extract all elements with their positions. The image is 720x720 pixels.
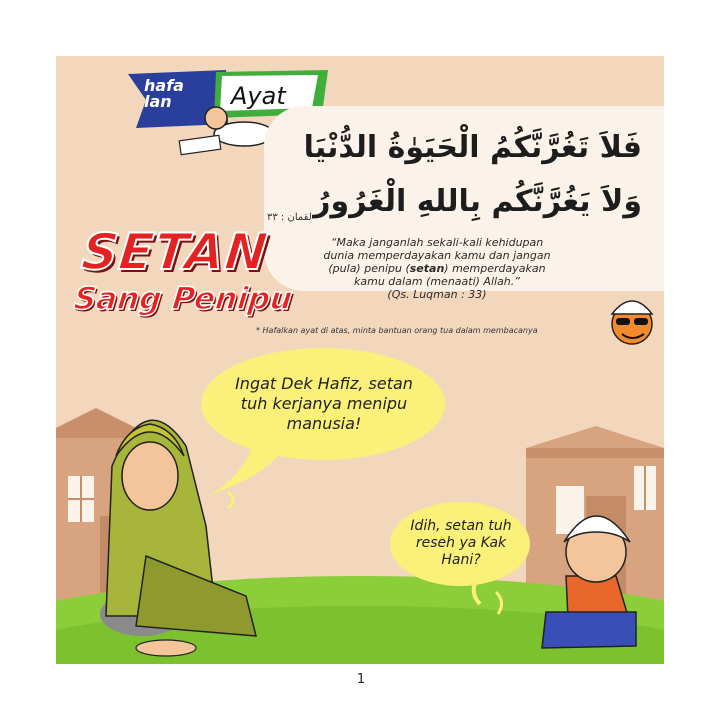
verse-citation: (Qs. Luqman : 33) <box>387 288 487 301</box>
translation-highlight: setan <box>409 262 445 275</box>
surah-reference: لقمان : ٣٣ <box>267 212 312 223</box>
page-subtitle: Sang Penipu <box>72 281 295 317</box>
mother-dialogue: Ingat Dek Hafiz, setan tuh kerjanya menipu manusia! <box>235 374 413 433</box>
badge-hafalan-text: hafa lan <box>144 76 184 111</box>
verse-translation <box>318 236 556 301</box>
arabic-verse-line-2: وَلاَ يَغُرَّنَّكُم بِاللهِ الْغَرُورُ <box>313 184 642 219</box>
sunglasses-mascot <box>612 301 652 344</box>
comic-panel <box>56 56 664 664</box>
translation-text-2: ) memperdayakan kamu dalam (menaati) Allah.” <box>354 262 546 288</box>
arabic-verse-line-1: فَلاَ تَغُرَّنَّكُمُ الْحَيَوٰةُ الدُّنْيَا <box>303 130 642 165</box>
page-number: 1 <box>349 668 373 692</box>
badge-ayat-text: Ayat <box>231 82 286 110</box>
translation-text-1: “Maka janganlah sekali-kali kehidupan dunia memperdayakan kamu dan jangan (pula) penipu ( <box>323 236 551 275</box>
page-title: SETAN <box>78 223 271 281</box>
child-dialogue: Idih, setan tuh reseh ya Kak Hani? <box>410 518 512 568</box>
memorization-note: * Hafalkan ayat di atas, minta bantuan orang tua dalam membacanya <box>256 326 538 335</box>
mother-character <box>100 420 256 656</box>
